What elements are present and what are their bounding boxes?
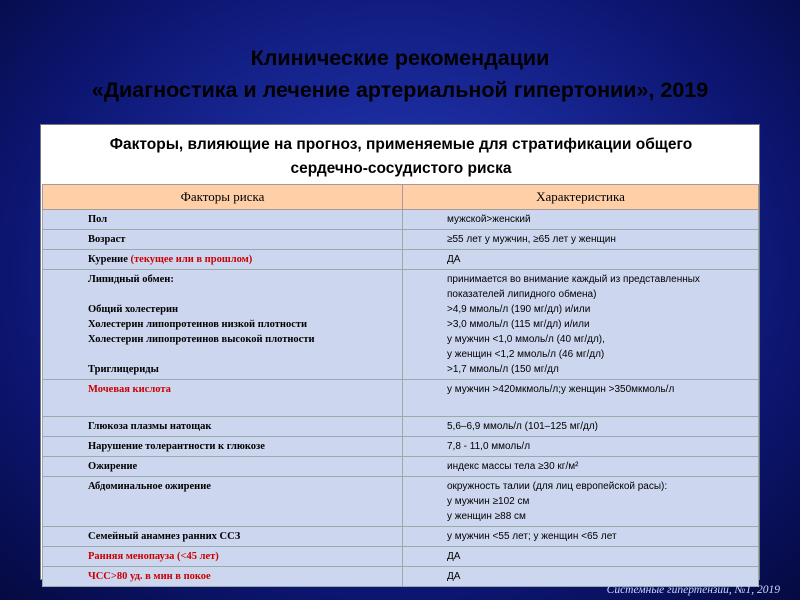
value-line: >4,9 ммоль/л (190 мг/дл) и/или — [447, 304, 591, 315]
value-cell: у мужчин <55 лет; у женщин <65 лет — [403, 527, 759, 547]
factor-cell: Ожирение — [43, 457, 403, 477]
table-row — [43, 230, 759, 250]
factor-cell: ЧСС>80 уд. в мин в покое — [43, 567, 403, 587]
value-line: у мужчин ≥102 см — [447, 496, 530, 507]
value-cell: ДА — [403, 567, 759, 587]
card-heading-line2: сердечно-сосудистого риска — [290, 160, 512, 177]
table-header-row — [43, 185, 759, 210]
table-row — [43, 437, 759, 457]
factor-cell: Пол — [43, 210, 403, 230]
table-row — [43, 210, 759, 230]
value-line: >3,0 ммоль/л (115 мг/дл) и/или — [447, 319, 590, 330]
table-row — [43, 380, 759, 417]
table-row — [43, 527, 759, 547]
value-cell: индекс массы тела ≥30 кг/м² — [403, 457, 759, 477]
source-footnote: Системные гипертензии, №1, 2019 — [606, 584, 780, 596]
value-cell — [403, 270, 759, 380]
factor-cell: Глюкоза плазмы натощак — [43, 417, 403, 437]
card-heading — [41, 133, 761, 181]
slide-title-line2: «Диагностика и лечение артериальной гипертонии», 2019 — [91, 78, 709, 102]
factor-cell: Ранняя менопауза (<45 лет) — [43, 547, 403, 567]
factor-cell: Абдоминальное ожирение — [43, 477, 403, 527]
column-header-factors: Факторы риска — [43, 185, 403, 210]
value-cell: у мужчин >420мкмоль/л;у женщин >350мкмоль/л — [403, 380, 759, 417]
table-row — [43, 270, 759, 380]
factor-cell — [43, 270, 403, 380]
factor-label: Курение — [88, 254, 128, 265]
factor-subitem: Холестерин липопротеинов высокой плотности — [88, 334, 315, 345]
value-cell: мужской>женский — [403, 210, 759, 230]
table-row — [43, 417, 759, 437]
risk-factors-table — [42, 184, 759, 587]
column-header-characteristics: Характеристика — [403, 185, 759, 210]
table-row — [43, 457, 759, 477]
table-row — [43, 250, 759, 270]
table-row — [43, 477, 759, 527]
value-cell: 5,6–6,9 ммоль/л (101–125 мг/дл) — [403, 417, 759, 437]
factor-subitem: Триглицериды — [88, 364, 159, 375]
factor-label: Липидный обмен: — [88, 274, 174, 285]
value-line: принимается во внимание каждый из представленных — [447, 274, 700, 285]
factor-subitem: Холестерин липопротеинов низкой плотности — [88, 319, 308, 330]
value-cell: 7,8 - 11,0 ммоль/л — [403, 437, 759, 457]
value-line: окружность талии (для лиц европейской расы): — [447, 481, 668, 492]
value-line: у мужчин <1,0 ммоль/л (40 мг/дл), — [447, 334, 605, 345]
slide-title-line1: Клинические рекомендации — [250, 46, 550, 70]
value-cell: ДА — [403, 250, 759, 270]
slide-title — [0, 42, 800, 106]
value-cell — [403, 477, 759, 527]
factor-cell: Семейный анамнез ранних ССЗ — [43, 527, 403, 547]
factor-cell: Возраст — [43, 230, 403, 250]
table-row — [43, 547, 759, 567]
factor-cell: Нарушение толерантности к глюкозе — [43, 437, 403, 457]
content-card — [40, 124, 760, 580]
value-cell: ДА — [403, 547, 759, 567]
factor-cell: Мочевая кислота — [43, 380, 403, 417]
value-line: у женщин ≥88 см — [447, 511, 526, 522]
value-line: >1,7 ммоль/л (150 мг/дл — [447, 364, 559, 375]
factor-note: (текущее или в прошлом) — [130, 254, 253, 265]
value-line: показателей липидного обмена) — [447, 289, 597, 300]
factor-subitem: Общий холестерин — [88, 304, 179, 315]
card-heading-line1: Факторы, влияющие на прогноз, применяемые для стратификации общего — [109, 136, 693, 153]
value-cell: ≥55 лет у мужчин, ≥65 лет у женщин — [403, 230, 759, 250]
factor-cell — [43, 250, 403, 270]
value-line: у женщин <1,2 ммоль/л (46 мг/дл) — [447, 349, 605, 360]
